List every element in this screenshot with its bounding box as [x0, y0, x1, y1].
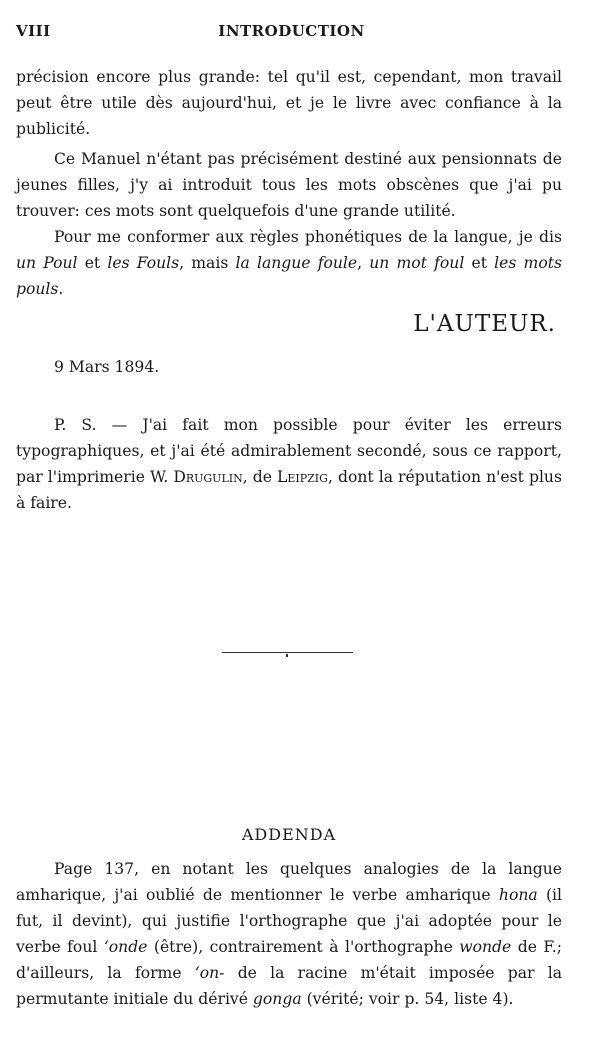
italic-term: gonga — [252, 990, 302, 1008]
text-run: , de — [242, 468, 278, 486]
italic-term: un mot foul — [369, 254, 465, 272]
italic-term: les mots pouls — [16, 254, 562, 298]
text-run: Page 137, en notant les quelques analogies de la langue amharique, j'ai oublié de mentionner le verbe amharique — [16, 860, 562, 904]
italic-term: ‘on- — [194, 964, 225, 982]
paragraph-continuation — [16, 64, 562, 142]
italic-term: wonde — [459, 938, 512, 956]
printer-name: Drugulin — [173, 468, 243, 486]
text-run: . — [58, 280, 64, 298]
italic-term: un Poul — [16, 254, 78, 272]
addenda-paragraph — [16, 856, 562, 1012]
text-run: et — [464, 254, 495, 272]
text-run: (vérité; voir p. 54, liste 4). — [301, 990, 514, 1008]
paragraph-phonetics — [16, 224, 562, 302]
italic-term: les Fouls — [107, 254, 180, 272]
text-run: de la racine m'était imposée par la permutante initiale du dérivé — [16, 964, 562, 1008]
paragraph-text: précision encore plus grande: tel qu'il est, cependant, mon travail peut être utile dès aujourd'hui, et je le livre avec confiance à la publicité. — [16, 68, 562, 138]
divider-line — [222, 652, 353, 653]
italic-term: ‘onde — [103, 938, 148, 956]
postscript-paragraph — [16, 412, 562, 516]
author-signature: L'AUTEUR. — [413, 311, 556, 337]
section-divider — [222, 650, 353, 658]
addenda-heading: ADDENDA — [241, 825, 337, 844]
italic-term: la langue foule — [235, 254, 358, 272]
text-run: , mais — [179, 254, 236, 272]
text-run: , — [357, 254, 370, 272]
text-run: et — [77, 254, 108, 272]
running-title: INTRODUCTION — [218, 22, 365, 40]
text-run: de F.; d'ailleurs, la forme — [16, 938, 562, 982]
date-line: 9 Mars 1894. — [54, 358, 160, 376]
paragraph-manuel — [16, 146, 562, 224]
text-run: , dont la réputation n'est plus à faire. — [16, 468, 562, 512]
paragraph-text: Ce Manuel n'étant pas précisément destiné aux pensionnats de jeunes filles, j'y ai introduit tous les mots obscènes que j'ai pu trouver: ces mots sont quelquefois d'une grande utilité. — [16, 150, 562, 220]
text-run: (être), contrairement à l'orthographe — [147, 938, 460, 956]
text-run: Pour me conformer aux règles phonétiques de la langue, je dis — [54, 228, 562, 246]
italic-term: hona — [498, 886, 538, 904]
text-run: (il fut, il devint), qui justifie l'orthographe que j'ai adoptée pour le verbe foul — [16, 886, 563, 956]
page-number: VIII — [16, 22, 51, 40]
city-name: Leipzig — [277, 468, 328, 486]
divider-dot — [286, 654, 288, 657]
text-run: P. S. — J'ai fait mon possible pour éviter les erreurs typographiques, et j'ai été admirablement secondé, sous ce rapport, par l'imprimerie W. — [16, 416, 562, 486]
